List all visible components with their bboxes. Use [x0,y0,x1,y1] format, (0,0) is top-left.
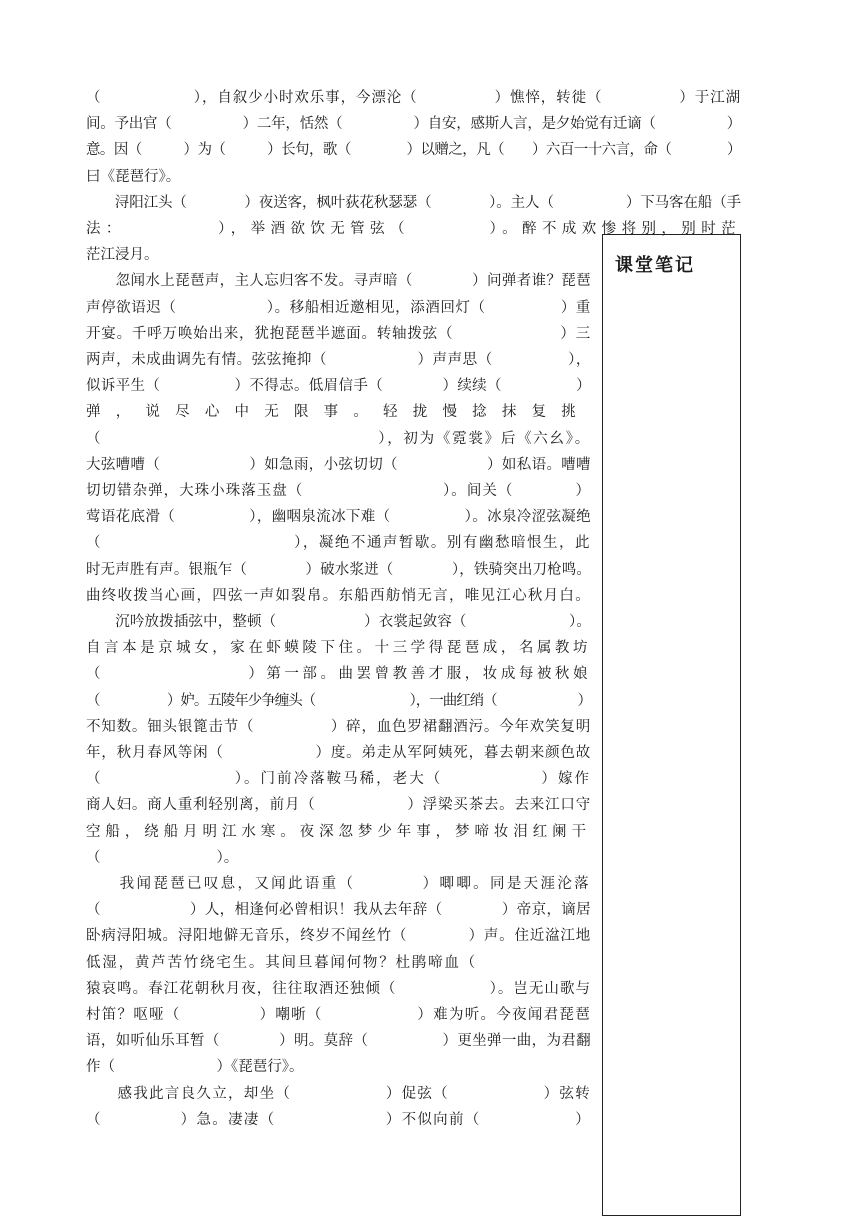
text-line: （ ）人，相逢何必曾相识！我从去年辞（ ）帝京，谪居 [86,902,591,919]
text-line: 曰《琵琶行》。 [86,168,181,185]
text-line: 时无声胜有声。银瓶乍（ ）破水浆迸（ ），铁骑突出刀枪鸣。 [86,561,591,578]
text-line: （ ）。 [86,849,239,866]
text-line: 忽闻水上琵琶声，主人忘归客不发。寻声暗（ ）问弹者谁？琵琶 [86,273,591,290]
text-line: 年，秋月春风等闲（ ）度。弟走从军阿姨死，暮去朝来颜色故 [86,745,591,761]
text-line: 间。予出官（ ）二年，恬然（ ）自安，感斯人言，是夕始觉有迁谪（ ） [86,116,741,133]
text-line: 曲终收拨当心画，四弦一声如裂帛。东船西舫悄无言，唯见江心秋月白。 [86,587,591,604]
text-line: （ ），凝绝不通声暂歇。别有幽愁暗恨生，此 [86,535,591,552]
class-notes-box [602,234,741,1216]
text-line: 自言本是京城女，家在虾蟆陵下住。十三学得琵琶成，名属教坊 [86,640,591,657]
text-line: 开宴。千呼万唤始出来，犹抱琵琶半遮面。转轴拨弦（ ）三 [86,325,591,342]
text-line: 不知数。钿头银篦击节（ ）碎，血色罗裙翻酒污。今年欢笑复明 [86,718,591,735]
text-line: 切切错杂弹，大珠小珠落玉盘（ ）。间关（ ） [86,483,591,499]
text-line: （ ）。门前冷落鞍马稀，老大（ ）嫁作 [86,771,591,788]
text-line: 茫江浸月。 [86,247,159,264]
text-line: （ ）第一部。曲罢曾教善才服，妆成每被秋娘 [86,666,591,683]
text-line: 感我此言良久立，却坐（ ）促弦（ ）弦转 [86,1085,591,1102]
text-line: 声停欲语迟（ ）。移船相近邀相见，添酒回灯（ ）重 [86,299,591,316]
text-line: 猿哀鸣。春江花朝秋月夜，往往取酒还独倾（ ）。岂无山歌与 [86,980,591,997]
text-line: （ ）妒。五陵年少争缠头（ ），一曲红绡（ ） [86,692,591,709]
text-line: 空船，绕船月明江水寒。夜深忽梦少年事，梦啼妆泪红阑干 [86,823,591,840]
text-line: 大弦嘈嘈（ ）如急雨，小弦切切（ ）如私语。嘈嘈 [86,456,591,473]
text-line: 商人妇。商人重利轻别离，前月（ ）浮梁买茶去。去来江口守 [86,797,591,814]
text-line: 作（ ）《琵琶行》。 [86,1059,304,1076]
text-line: 村笛？呕哑（ ）嘲哳（ ）难为听。今夜闻君琵琶 [86,1007,591,1023]
text-line: 卧病浔阳城。浔阳地僻无音乐，终岁不闻丝竹（ ）声。住近湓江地 [86,928,591,945]
text-line: 似诉平生（ ）不得志。低眉信手（ ）续续（ ） [86,378,591,395]
text-line: （ ）急。凄凄（ ）不似向前（ ） [86,1111,591,1128]
text-line: 两声，未成曲调先有情。弦弦掩抑（ ）声声思（ ）， [86,352,591,368]
text-line: 法： ），举酒欲饮无管弦（ ）。醉不成欢惨将别，别时茫 [86,221,741,237]
text-line: 沉吟放拨插弦中，整顿（ ）衣裳起敛容（ ）。 [86,614,591,630]
text-line: 莺语花底滑（ ），幽咽泉流冰下难（ ）。冰泉冷涩弦凝绝 [86,509,591,526]
text-line: 我闻琵琶已叹息，又闻此语重（ ）唧唧。同是天涯沦落 [86,876,591,892]
text-line: （ ），初为《霓裳》后《六幺》。 [86,430,591,447]
text-line: 弹，说尽心中无限事。轻拢慢捻抹复挑 [86,404,591,421]
text-line: （ ），自叙少小时欢乐事，今漂沦（ ）憔悴，转徙（ ）于江湖 [86,90,741,106]
text-line: 意。因（ ）为（ ）长句，歌（ ）以赠之，凡（ ）六百一十六言，命（ ） [86,142,741,159]
class-notes-title: 课堂笔记 [615,255,695,276]
text-line: 浔阳江头（ ）夜送客，枫叶荻花秋瑟瑟（ ）。主人（ ）下马客在船（手 [86,194,741,211]
text-line: 语，如听仙乐耳暂（ ）明。莫辞（ ）更坐弹一曲，为君翻 [86,1033,591,1050]
text-line: 低湿，黄芦苦竹绕宅生。其间旦暮闻何物？杜鹃啼血（ [86,954,591,971]
